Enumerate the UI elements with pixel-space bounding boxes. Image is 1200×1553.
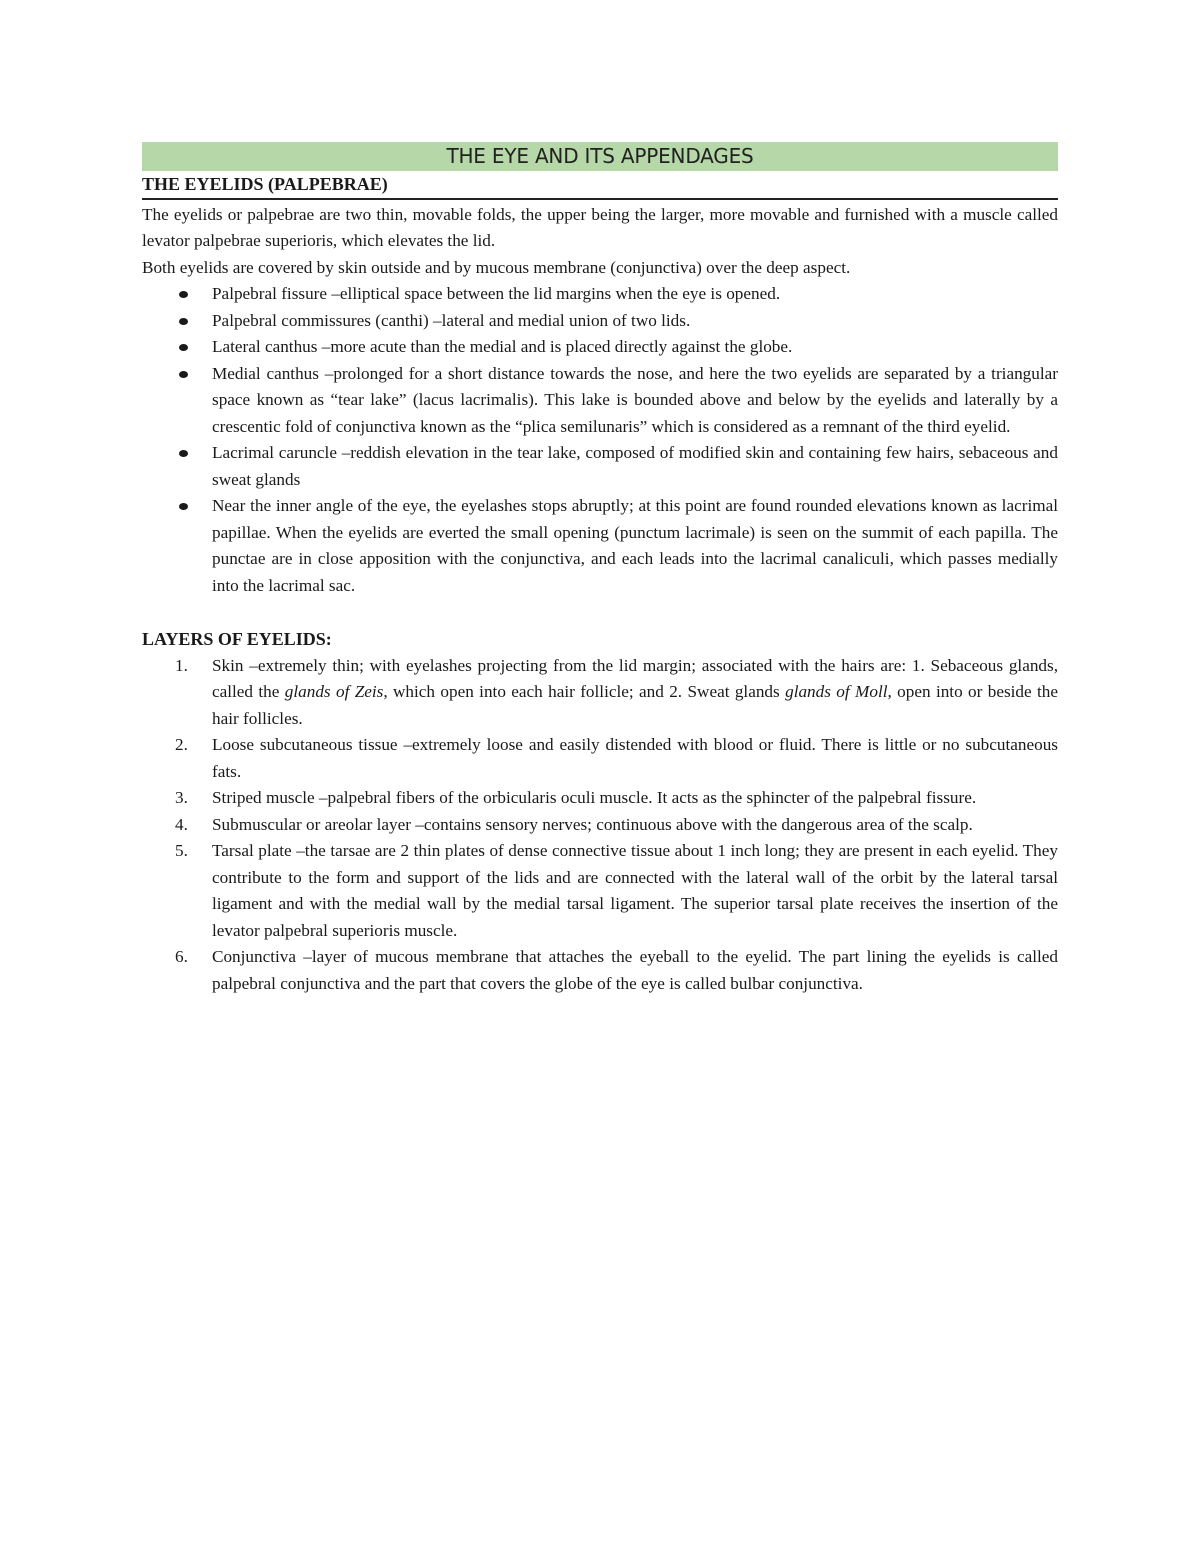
list-item: 6. Conjunctiva –layer of mucous membrane that attaches the eyeball to the eyelid. The part lining the eyelids is called palpebral conjunctiva and the part that covers the globe of the eye is called bulbar conjunctiva. [142,944,1058,997]
eyelids-intro-paragraph: The eyelids or palpebrae are two thin, movable folds, the upper being the larger, more movable and furnished with a muscle called levator palpebrae superioris, which elevates the lid. [142,204,1058,250]
eyelids-heading: THE EYELIDS (PALPEBRAE) [142,174,388,194]
document-page [142,142,1058,997]
list-item: Palpebral commissures (canthi) –lateral and medial union of two lids. [142,308,1058,335]
eyelids-covering-paragraph: Both eyelids are covered by skin outside and by mucous membrane (conjunctiva) over the deep aspect. [142,257,851,277]
list-number: 6. [175,947,188,966]
italic-term: glands of Zeis [284,682,384,701]
list-item: 3. Striped muscle –palpebral fibers of the orbicularis oculi muscle. It acts as the sphincter of the palpebral fissure. [142,785,1058,812]
list-item: 4. Submuscular or areolar layer –contains sensory nerves; continuous above with the dangerous area of the scalp. [142,812,1058,839]
eyelids-heading-block [142,171,1058,200]
layers-heading: LAYERS OF EYELIDS: [142,629,332,649]
layers-numbered-list [142,653,1058,998]
list-item: 2. Loose subcutaneous tissue –extremely loose and easily distended with blood or fluid. There is little or no subcutaneous fats. [142,732,1058,785]
bullet-icon [179,371,188,378]
document-title: THE EYE AND ITS APPENDAGES [446,144,754,168]
list-number: 2. [175,735,188,754]
list-item: Palpebral fissure –elliptical space between the lid margins when the eye is opened. [142,281,1058,308]
bullet-icon [179,344,188,351]
list-number: 4. [175,814,188,834]
document-title-banner [142,142,1058,171]
heading-underline [142,198,1058,200]
list-number: 1. [175,655,188,675]
bullet-icon [179,291,188,298]
list-item: 1. Skin –extremely thin; with eyelashes projecting from the lid margin; associated with the hairs are: 1. Sebaceous glands, called the glands of Zeis, which open into each hair follicle; and 2. Sweat glands glands of Moll, open into or beside the hair follicles. [142,653,1058,733]
list-item: Lateral canthus –more acute than the medial and is placed directly against the globe. [142,334,1058,361]
list-item: Medial canthus –prolonged for a short distance towards the nose, and here the two eyelids are separated by a triangular space known as “tear lake” (lacus lacrimalis). This lake is bounded above and below by the eyelids and laterally by a crescentic fold of conjunctiva known as the “plica semilunaris” which is considered as a remnant of the third eyelid. [142,361,1058,441]
bullet-icon [179,450,188,457]
italic-term: glands of Moll [785,682,888,701]
bullet-icon [179,318,188,325]
list-item: Near the inner angle of the eye, the eyelashes stops abruptly; at this point are found rounded elevations known as lacrimal papillae. When the eyelids are everted the small opening (punctum lacrimale) is seen on the summit of each papilla. The punctae are in close apposition with the conjunctiva, and each leads into the lacrimal canaliculi, which passes medially into the lacrimal sac. [142,493,1058,599]
list-number: 5. [175,841,188,860]
bullet-icon [179,503,188,510]
eyelids-bullet-list [142,281,1058,599]
list-item: 5. Tarsal plate –the tarsae are 2 thin plates of dense connective tissue about 1 inch long; they are present in each eyelid. They contribute to the form and support of the lids and are connected with the lateral wall of the orbit by the lateral tarsal ligament and with the medial wall by the medial tarsal ligament. The superior tarsal plate receives the insertion of the levator palpebral superioris muscle. [142,838,1058,944]
list-number: 3. [175,788,188,807]
list-item: Lacrimal caruncle –reddish elevation in the tear lake, composed of modified skin and containing few hairs, sebaceous and sweat glands [142,440,1058,493]
